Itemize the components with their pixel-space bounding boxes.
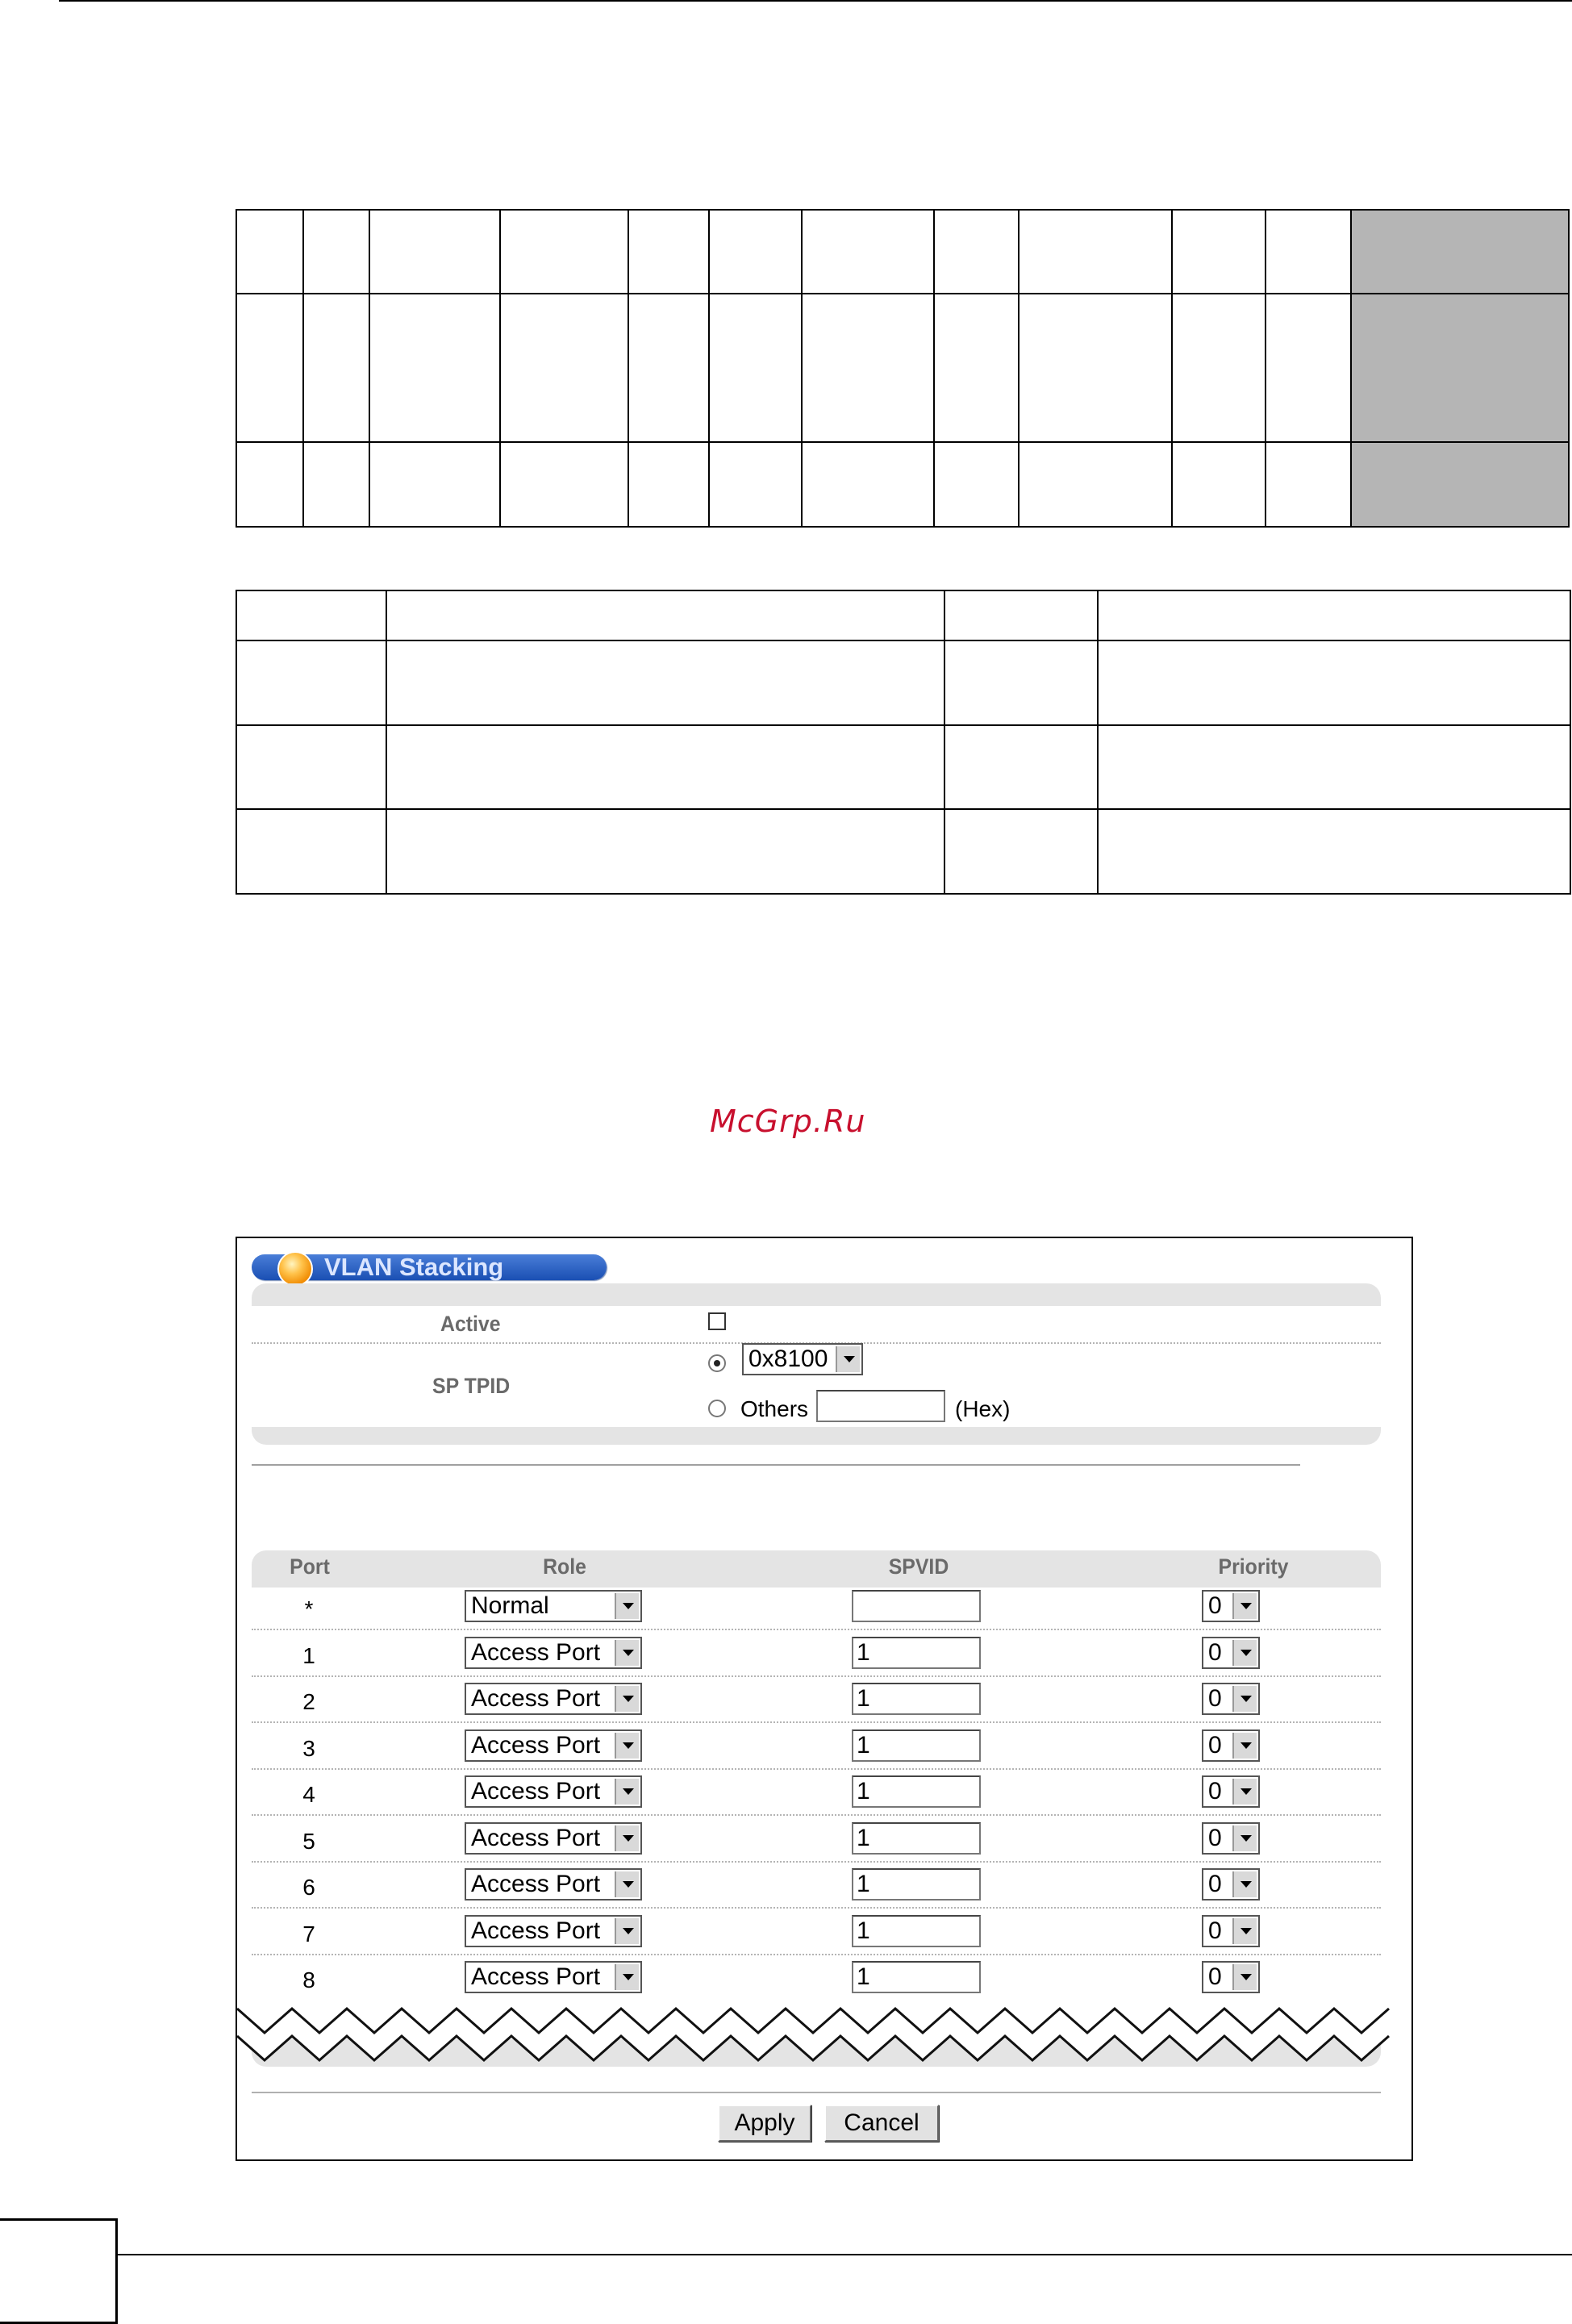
row-separator — [252, 1675, 1381, 1677]
table-row — [236, 725, 1570, 809]
spvid-input[interactable]: 1 — [852, 1775, 981, 1808]
others-hex-input[interactable] — [816, 1390, 945, 1422]
role-select-value: Access Port — [471, 1963, 601, 1990]
spvid-input[interactable]: 1 — [852, 1729, 981, 1762]
cancel-button[interactable]: Cancel — [824, 2105, 939, 2142]
table-row — [236, 210, 1569, 294]
header-rule — [59, 0, 1572, 2]
priority-select[interactable] — [1202, 1590, 1260, 1622]
reference-table-b — [236, 590, 1571, 895]
chevron-down-icon — [615, 1964, 639, 1990]
chevron-down-icon — [1232, 1871, 1257, 1897]
priority-select[interactable] — [1202, 1868, 1260, 1901]
chevron-down-icon — [615, 1733, 639, 1759]
chevron-down-icon — [615, 1593, 639, 1619]
port-number: 4 — [302, 1782, 315, 1807]
chevron-down-icon — [1232, 1964, 1257, 1990]
role-select[interactable] — [465, 1683, 642, 1715]
table-row — [236, 809, 1570, 894]
chevron-down-icon — [1232, 1686, 1257, 1712]
chevron-down-icon — [615, 1686, 639, 1712]
chevron-down-icon — [1232, 1640, 1257, 1666]
chevron-down-icon — [615, 1640, 639, 1666]
reference-table-a — [236, 209, 1570, 528]
spvid-input[interactable]: 1 — [852, 1915, 981, 1947]
priority-select[interactable] — [1202, 1822, 1260, 1855]
priority-select[interactable] — [1202, 1729, 1260, 1762]
port-number: 3 — [302, 1736, 315, 1761]
chevron-down-icon — [615, 1918, 639, 1944]
apply-button[interactable]: Apply — [718, 2105, 811, 2142]
role-select[interactable] — [465, 1961, 642, 1993]
role-select[interactable] — [465, 1637, 642, 1669]
priority-select-value: 0 — [1208, 1639, 1222, 1666]
spvid-input[interactable]: 1 — [852, 1961, 981, 1993]
spvid-input[interactable]: 1 — [852, 1637, 981, 1669]
role-select[interactable] — [465, 1590, 642, 1622]
priority-select-value: 0 — [1208, 1732, 1222, 1759]
footer-rule — [118, 2254, 1572, 2255]
role-select-value: Access Port — [471, 1871, 601, 1897]
tpid-preset-radio[interactable] — [708, 1354, 726, 1372]
table-row — [236, 294, 1569, 442]
footer-divider — [252, 2092, 1381, 2093]
chevron-down-icon — [615, 1779, 639, 1805]
screen-title: VLAN Stacking — [324, 1253, 504, 1281]
row-separator — [252, 1721, 1381, 1723]
active-checkbox[interactable] — [708, 1312, 726, 1330]
chevron-down-icon — [1232, 1733, 1257, 1759]
table-row — [236, 442, 1569, 527]
role-select[interactable] — [465, 1868, 642, 1901]
priority-select-value: 0 — [1208, 1778, 1222, 1805]
priority-select[interactable] — [1202, 1915, 1260, 1947]
tpid-select-value: 0x8100 — [748, 1346, 828, 1372]
role-select-value: Access Port — [471, 1778, 601, 1805]
role-select[interactable] — [465, 1775, 642, 1808]
priority-select-value: 0 — [1208, 1963, 1222, 1990]
chevron-down-icon — [1232, 1593, 1257, 1619]
spvid-input[interactable]: 1 — [852, 1683, 981, 1715]
section-divider — [252, 1464, 1300, 1466]
others-label: Others — [740, 1396, 809, 1421]
row-separator — [252, 1907, 1381, 1909]
sp-tpid-label: SP TPID — [432, 1374, 511, 1398]
chevron-down-icon — [615, 1871, 639, 1897]
screen-title-bar — [252, 1254, 607, 1280]
role-select[interactable] — [465, 1915, 642, 1947]
tpid-others-radio[interactable] — [708, 1400, 726, 1417]
row-separator — [252, 1768, 1381, 1770]
col-header-spvid: SPVID — [888, 1554, 949, 1579]
role-select-value: Access Port — [471, 1825, 601, 1851]
vlan-stacking-screen — [236, 1237, 1413, 2161]
chevron-down-icon — [836, 1346, 860, 1372]
table-row — [236, 640, 1570, 725]
port-number: 8 — [302, 1967, 315, 1992]
row-separator — [252, 1629, 1381, 1630]
role-select-value: Access Port — [471, 1685, 601, 1712]
priority-select-value: 0 — [1208, 1592, 1222, 1619]
spvid-input[interactable]: 1 — [852, 1822, 981, 1855]
port-number: 7 — [302, 1921, 315, 1946]
port-number: 6 — [302, 1875, 315, 1900]
active-label: Active — [440, 1312, 501, 1336]
port-number: 1 — [302, 1643, 315, 1668]
col-header-priority: Priority — [1218, 1554, 1289, 1579]
role-select-value: Access Port — [471, 1639, 601, 1666]
chevron-down-icon — [1232, 1918, 1257, 1944]
role-select-value: Access Port — [471, 1917, 601, 1944]
spvid-input[interactable] — [852, 1590, 981, 1622]
watermark: McGrp.Ru — [710, 1104, 866, 1139]
chevron-down-icon — [1232, 1825, 1257, 1851]
priority-select-value: 0 — [1208, 1871, 1222, 1897]
role-select[interactable] — [465, 1729, 642, 1762]
port-number: 2 — [302, 1689, 315, 1714]
role-select-value: Access Port — [471, 1732, 601, 1759]
col-header-role: Role — [543, 1554, 586, 1579]
chevron-down-icon — [615, 1825, 639, 1851]
priority-select-value: 0 — [1208, 1825, 1222, 1851]
priority-select[interactable] — [1202, 1961, 1260, 1993]
port-number: * — [304, 1596, 314, 1621]
priority-select-value: 0 — [1208, 1685, 1222, 1712]
row-separator — [252, 1814, 1381, 1816]
spvid-input[interactable]: 1 — [852, 1868, 981, 1901]
truncation-zigzag — [237, 2001, 1411, 2073]
role-select[interactable] — [465, 1822, 642, 1855]
role-select-value: Normal — [471, 1592, 549, 1619]
row-separator — [252, 1861, 1381, 1863]
priority-select-value: 0 — [1208, 1917, 1222, 1944]
priority-select[interactable] — [1202, 1637, 1260, 1669]
chevron-down-icon — [1232, 1779, 1257, 1805]
priority-select[interactable] — [1202, 1775, 1260, 1808]
port-number: 5 — [302, 1829, 315, 1854]
tpid-select[interactable] — [742, 1343, 863, 1375]
hex-label: (Hex) — [955, 1396, 1011, 1421]
page-number-box — [0, 2218, 118, 2324]
col-header-port: Port — [290, 1554, 330, 1579]
orb-icon — [277, 1251, 313, 1287]
row-separator — [252, 1954, 1381, 1955]
table-row — [236, 590, 1570, 640]
priority-select[interactable] — [1202, 1683, 1260, 1715]
